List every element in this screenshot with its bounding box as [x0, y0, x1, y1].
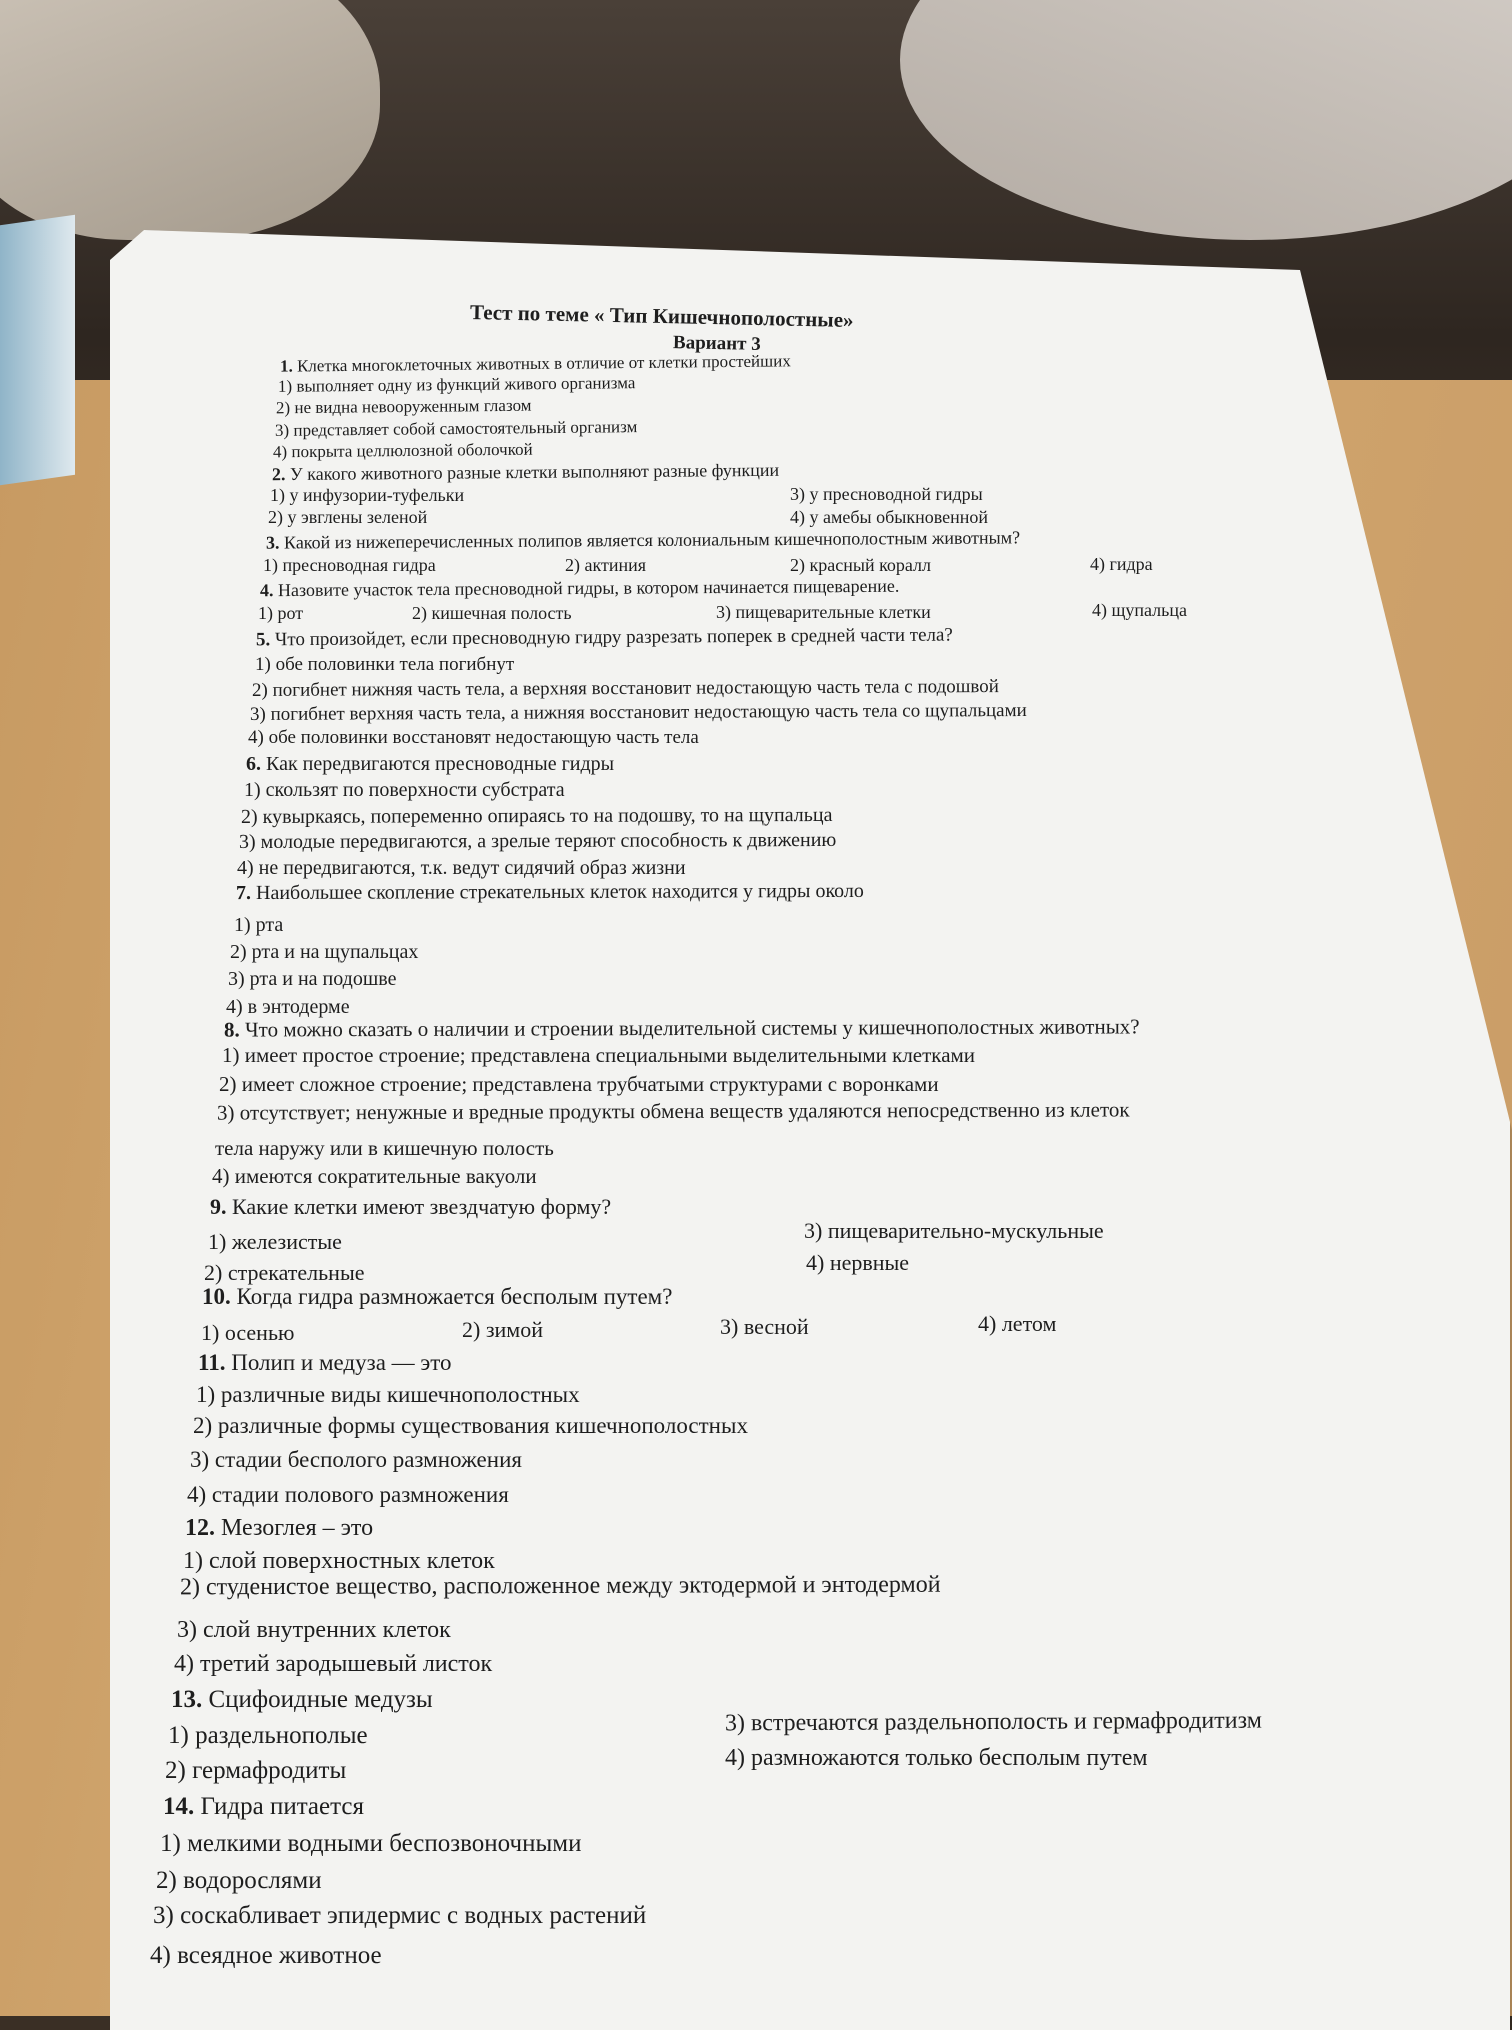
q6-answer-3: 3) молодые передвигаются, а зрелые теряют способность к движению: [238, 828, 837, 854]
q13-answer-1: 1) раздельнополые: [168, 1722, 368, 1749]
question-3: 3. Какой из нижеперечисленных полипов является колониальным кишечнополостным животным?: [265, 527, 1021, 553]
document-title: Тест по теме « Тип Кишечнополостные»: [469, 299, 854, 333]
q14-answer-3: 3) соскабливает эпидермис с водных растений: [153, 1902, 647, 1929]
question-1: 1. Клетка многоклеточных животных в отличие от клетки простейших: [279, 351, 791, 376]
q5-answer-1: 1) обе половинки тела погибнут: [255, 654, 515, 675]
variant-label: Вариант 3: [672, 332, 761, 355]
q12-answer-3: 3) слой внутренних клеток: [177, 1617, 451, 1643]
q3-answer-1: 1) пресноводная гидра: [263, 555, 436, 575]
question-12: 12. Мезоглея – это: [185, 1515, 374, 1541]
q12-answer-4: 4) третий зародышевый листок: [174, 1651, 493, 1677]
q9-answer-1: 1) железистые: [208, 1229, 342, 1254]
question-11: 11. Полип и медуза — это: [198, 1350, 452, 1375]
q8-answer-3: 3) отсутствует; ненужные и вредные продукты обмена веществ удаляются непосредственно из клеток: [216, 1097, 1130, 1125]
q12-answer-1: 1) слой поверхностных клеток: [183, 1548, 495, 1574]
q8-answer-1: 1) имеет простое строение; представлена специальными выделительными клетками: [222, 1043, 976, 1067]
q1-answer-4: 4) покрыта целлюлозной оболочкой: [272, 439, 533, 462]
q10-answer-4: 4) летом: [978, 1311, 1057, 1336]
question-6: 6. Как передвигаются пресноводные гидры: [246, 753, 615, 775]
q2-answer-3: 3) у пресноводной гидры: [790, 484, 983, 504]
q9-answer-4: 4) нервные: [806, 1250, 910, 1275]
q6-answer-1: 1) скользят по поверхности субстрата: [244, 779, 565, 801]
q7-answer-3: 3) рта и на подошве: [228, 968, 397, 990]
q8-answer-4: 4) имеются сократительные вакуоли: [212, 1164, 537, 1188]
q11-answer-3: 3) стадии бесполого размножения: [190, 1447, 522, 1472]
q4-answer-2: 2) кишечная полость: [412, 603, 572, 623]
q13-answer-2: 2) гермафродиты: [165, 1757, 347, 1784]
q3-answer-3: 2) красный коралл: [790, 555, 932, 575]
q2-answer-4: 4) у амебы обыкновенной: [790, 507, 989, 527]
q5-answer-2: 2) погибнет нижняя часть тела, а верхняя восстановит недостающую часть тела с подошвой: [251, 676, 999, 701]
question-8: 8. Что можно сказать о наличии и строении выделительной системы у кишечнополостных животных?: [223, 1014, 1140, 1042]
q1-answer-3: 3) представляет собой самостоятельный организм: [274, 417, 638, 440]
q13-answer-4: 4) размножаются только бесполым путем: [725, 1745, 1148, 1771]
q5-answer-3: 3) погибнет верхняя часть тела, а нижняя восстановит недостающую часть тела со щупальцами: [249, 699, 1027, 726]
question-7: 7. Наибольшее скопление стрекательных клеток находится у гидры около: [235, 879, 864, 905]
q8-answer-2: 2) имеет сложное строение; представлена трубчатыми структурами с воронками: [219, 1072, 939, 1096]
q3-answer-2: 2) актиния: [565, 555, 647, 575]
q14-answer-1: 1) мелкими водными беспозвоночными: [160, 1830, 582, 1857]
q12-answer-2: 2) студенистое вещество, расположенное между эктодермой и энтодермой: [179, 1571, 941, 1601]
q6-answer-2: 2) кувыркаясь, попеременно опираясь то на подошву, то на щупальца: [240, 803, 833, 829]
q2-answer-1: 1) у инфузории-туфельки: [270, 485, 465, 505]
question-13: 13. Сцифоидные медузы: [171, 1686, 433, 1713]
question-9: 9. Какие клетки имеют звездчатую форму?: [210, 1194, 612, 1219]
q13-answer-3: 3) встречаются раздельнополость и гермафродитизм: [724, 1707, 1262, 1737]
q5-answer-4: 4) обе половинки восстановят недостающую часть тела: [248, 727, 699, 748]
question-4: 4. Назовите участок тела пресноводной гидры, в котором начинается пищеварение.: [259, 575, 900, 601]
q9-answer-3: 3) пищеварительно-мускульные: [804, 1218, 1104, 1243]
q14-answer-2: 2) водорослями: [156, 1867, 322, 1894]
q3-answer-4: 4) гидра: [1090, 554, 1153, 574]
q7-answer-4: 4) в энтодерме: [226, 996, 350, 1018]
q10-answer-2: 2) зимой: [462, 1317, 543, 1342]
question-5: 5. Что произойдет, если пресноводную гидру разрезать поперек в средней части тела?: [255, 624, 953, 651]
q8-answer-3-cont: тела наружу или в кишечную полость: [215, 1136, 554, 1160]
q9-answer-2: 2) стрекательные: [204, 1260, 365, 1285]
q7-answer-1: 1) рта: [234, 914, 284, 936]
q4-answer-1: 1) рот: [258, 603, 304, 623]
q14-answer-4: 4) всеядное животное: [150, 1942, 382, 1969]
question-14: 14. Гидра питается: [163, 1793, 364, 1820]
q2-answer-2: 2) у эвглены зеленой: [268, 507, 428, 527]
q11-answer-4: 4) стадии полового размножения: [187, 1482, 509, 1507]
q1-answer-1: 1) выполняет одну из функций живого организма: [277, 373, 636, 396]
question-2: 2. У какого животного разные клетки выполняют разные функции: [271, 459, 780, 485]
q1-answer-2: 2) не видна невооруженным глазом: [275, 395, 532, 418]
q6-answer-4: 4) не передвигаются, т.к. ведут сидячий образ жизни: [237, 857, 686, 879]
q4-answer-3: 3) пищеварительные клетки: [716, 602, 931, 622]
question-10: 10. Когда гидра размножается бесполым путем?: [202, 1284, 673, 1309]
q11-answer-1: 1) различные виды кишечнополостных: [196, 1382, 580, 1407]
q4-answer-4: 4) щупальца: [1092, 600, 1187, 620]
q10-answer-1: 1) осенью: [201, 1320, 295, 1345]
q11-answer-2: 2) различные формы существования кишечнополостных: [193, 1413, 748, 1438]
q7-answer-2: 2) рта и на щупальцах: [230, 941, 419, 963]
q10-answer-3: 3) весной: [720, 1314, 809, 1339]
